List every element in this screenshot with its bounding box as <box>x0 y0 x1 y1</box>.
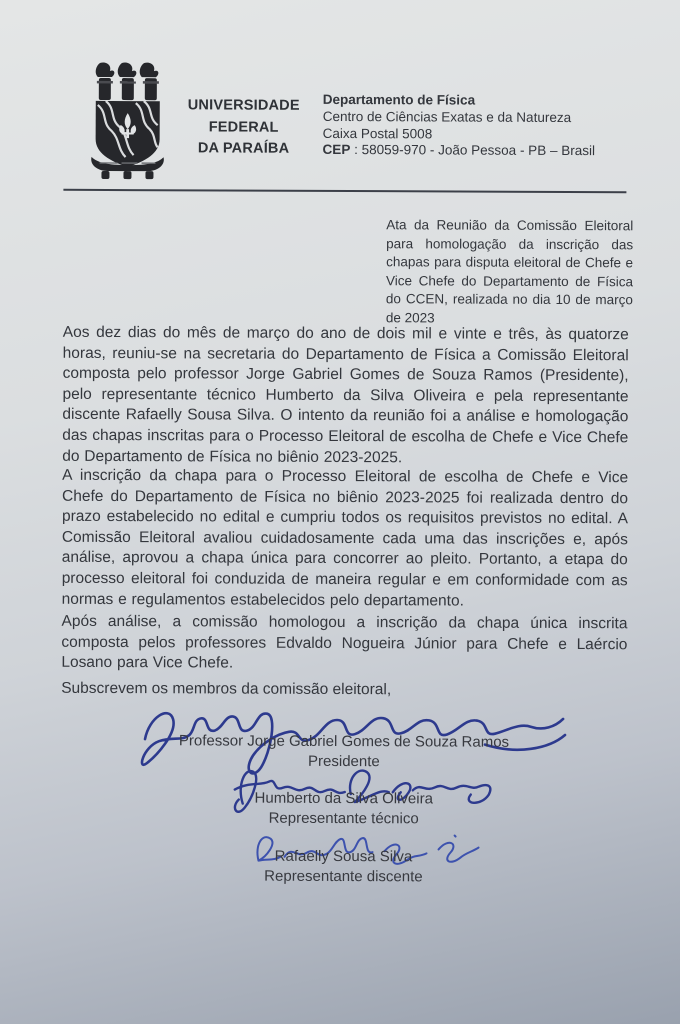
cep-line <box>323 142 623 160</box>
paragraph-2: A inscrição da chapa para o Processo Eleitoral de escolha de Chefe e Vice Chefe do Departamento de Física no biênio 2023-2025 foi realizada dentro do prazo estabelecido no edital e cumpriu todos os requisitos previstos no edital. A Comissão Eleitoral avaliou cuidadosamente cada uma das inscrições e, após análise, aprovou a chapa única para concorrer ao pleito. Portanto, a etapa do processo eleitoral foi conduzida de maneira regular e em conformidade com as normas e regulamentos estabelecidos pelo departamento. <box>61 466 629 610</box>
ufpb-coat-of-arms-logo <box>87 61 168 185</box>
university-name-line: DA PARAÍBA <box>197 140 290 157</box>
signatory-name-2: Humberto da Silva Oliveira <box>254 789 433 808</box>
document-title: Ata da Reunião da Comissão Eleitoral para homologação da inscrição das chapas para disputa eleitoral de Chefe e Vice Chefe do Departamento de Física do CCEN, realizada no dia 10 de março de 2023 <box>385 217 634 326</box>
university-name <box>168 95 320 160</box>
center-name: Centro de Ciências Exatas e da Natureza <box>322 108 572 125</box>
cep-label: CEP <box>322 142 351 158</box>
signatory-role-1: Presidente <box>308 752 380 771</box>
university-name-line: UNIVERSIDADE <box>187 97 300 114</box>
paragraph-1: Aos dez dias do mês de março do ano de dois mil e vinte e três, às quatorze horas, reuniu-se na secretaria do Departamento de Física a Comissão Eleitoral composta pelo professor Jorge Gabriel Gomes de Souza Ramos (Presidente), pelo representante técnico Humberto da Silva Oliveira e pela representante discente Rafaelly Sousa Silva. O intento da reunião foi a análise e homologação das chapas inscritas para o Processo Eleitoral de escolha de Chefe e Vice Chefe do Departamento de Física no biênio 2023-2025. <box>62 323 629 466</box>
header-divider <box>63 189 626 193</box>
signatory-role-3: Representante discente <box>264 867 423 886</box>
paragraph-3: Após análise, a comissão homologou a inscrição da chapa única inscrita composta pelos professores Edvaldo Nogueira Júnior para Chefe e Laércio Losano para Vice Chefe. <box>61 612 628 672</box>
department-address-block <box>323 92 623 160</box>
mailbox-line: Caixa Postal 5008 <box>322 125 433 141</box>
signatory-name-1: Professor Jorge Gabriel Gomes de Souza Ramos <box>178 732 510 751</box>
cep-value: : 58059-970 - João Pessoa - PB – Brasil <box>350 142 596 159</box>
signatory-role-2: Representante técnico <box>268 809 419 828</box>
signatory-name-3: Rafaelly Sousa Silva <box>274 847 413 866</box>
closing-line: Subscrevem os membros da comissão eleitoral, <box>61 679 392 699</box>
university-name-line: FEDERAL <box>208 118 279 136</box>
department-name: Departamento de Física <box>322 91 476 108</box>
